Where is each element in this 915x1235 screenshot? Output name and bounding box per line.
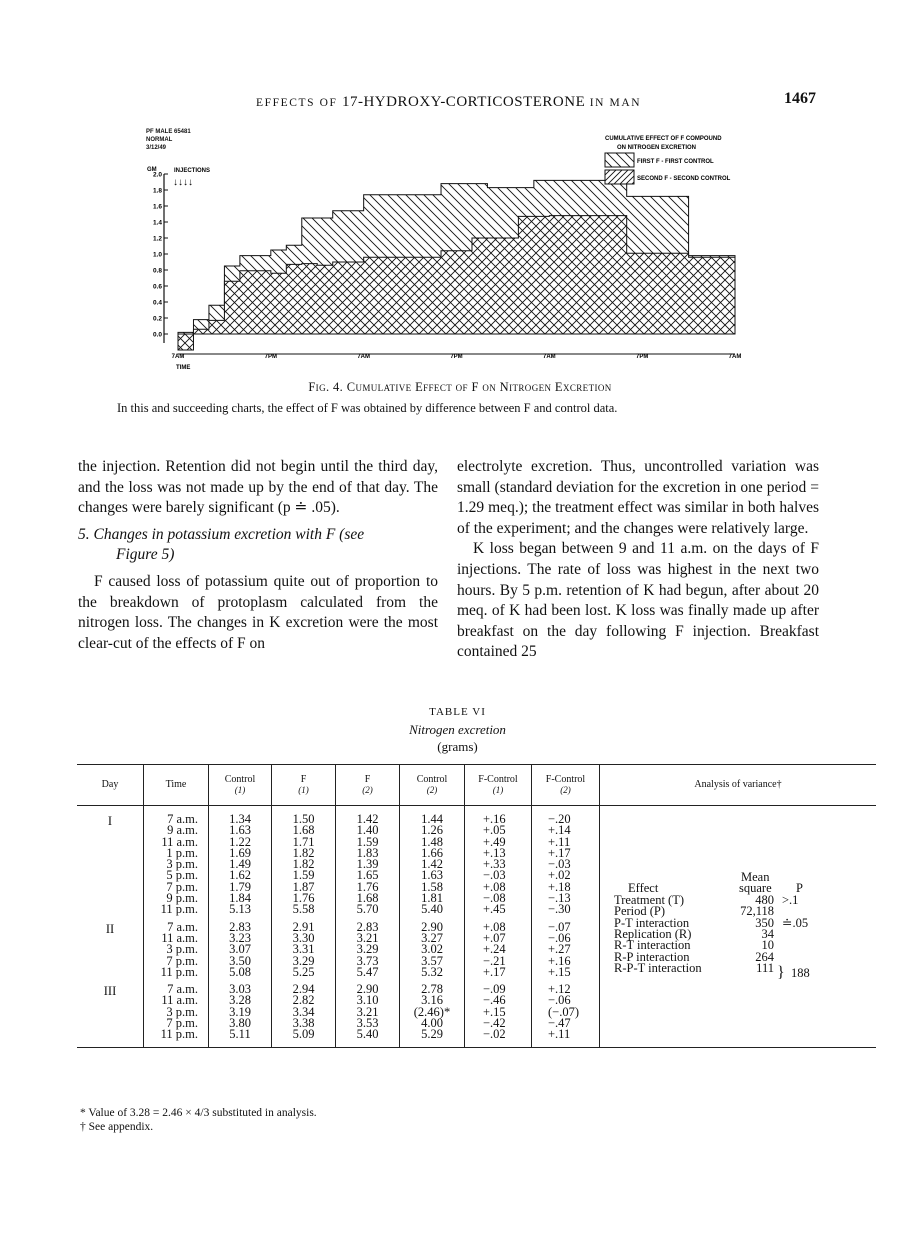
table-value: 5.29: [421, 1027, 443, 1042]
anova-mean-square: 34: [761, 926, 774, 941]
table-value: −.06: [548, 993, 571, 1008]
legend: [605, 136, 731, 184]
table-value: −.09: [483, 982, 506, 997]
header-f-control-1: F-Control (1): [465, 765, 532, 806]
cell-f2: [336, 916, 400, 978]
cell-control1: [209, 916, 272, 978]
anova-effect: Replication (R): [614, 926, 692, 941]
footnote-star: * Value of 3.28 = 2.46 × 4/3 substituted in analysis.: [80, 1107, 317, 1119]
cell-fc2: [532, 806, 600, 916]
left-column: [78, 457, 438, 654]
table-value: 1.42: [356, 812, 379, 826]
anova-effect: P-T interaction: [614, 915, 690, 930]
table-value: 1.84: [229, 891, 251, 906]
table-value: 5.11: [229, 1027, 251, 1042]
figure-caption: Fig. 4. Cumulative Effect of F on Nitrogen Excretion: [308, 380, 612, 394]
table-value: 3.23: [229, 930, 251, 945]
figure-note: In this and succeeding charts, the effect of F was obtained by difference between F and control data.: [117, 401, 618, 415]
table-value: +.02: [548, 868, 571, 883]
table-value: 1.50: [292, 812, 315, 826]
table-value: −.07: [548, 919, 571, 934]
y-tick-label: 0.4: [152, 299, 162, 307]
anova-mean-square: 264: [755, 949, 774, 964]
table-label: TABLE VI: [429, 706, 486, 718]
cell-fc1: [465, 978, 532, 1047]
y-tick-label: 1.8: [152, 187, 162, 195]
anova-mean-label: Mean: [741, 870, 770, 884]
header-time: Time: [144, 765, 209, 806]
anova-mean-square: 10: [761, 938, 774, 953]
table-value: 3.21: [356, 1004, 379, 1019]
table-value: 1.26: [421, 823, 443, 838]
table-value: −.02: [483, 1027, 506, 1042]
table-value: 3.02: [421, 942, 443, 957]
table-value: 1.42: [421, 857, 443, 872]
x-tick-label: 7AM: [728, 354, 742, 360]
table-value: 3.28: [229, 993, 251, 1008]
x-tick-label: 7AM: [357, 354, 371, 360]
anova-mean-square: 480: [755, 892, 774, 907]
table-value: 3.07: [229, 942, 251, 957]
y-tick-label: 0.8: [152, 267, 162, 275]
table-value: 5.70: [356, 902, 379, 917]
table-value: 3 p.m.: [166, 1004, 198, 1019]
table-value: 3.29: [292, 953, 315, 968]
table-value: 1.65: [356, 868, 379, 883]
table-value: +.05: [483, 823, 506, 838]
table-value: −.42: [483, 1016, 506, 1031]
legend-title-2: ON NITROGEN EXCRETION: [617, 145, 697, 151]
injection-arrows: ↓↓↓↓: [173, 177, 193, 188]
table-value: 11 p.m.: [160, 964, 198, 979]
anova-effect: Treatment (T): [614, 892, 685, 907]
table-value: 5.32: [421, 964, 443, 979]
table-value: 1.79: [229, 879, 251, 894]
running-title: EFFECTS OF 17-HYDROXY-CORTICOSTERONE IN MAN: [256, 94, 642, 110]
anova-effect: R-P interaction: [614, 949, 690, 964]
cell-fc1: [465, 916, 532, 978]
patient-id: PF MALE 65481: [146, 129, 191, 135]
y-tick-label: 2.0: [152, 171, 162, 179]
x-tick-label: 7AM: [542, 354, 556, 360]
table-value: +.11: [548, 1027, 571, 1042]
table-value: +.16: [548, 953, 571, 968]
header-f-control-2: F-Control (2): [532, 765, 600, 806]
table-value: 7 a.m.: [167, 982, 198, 997]
table-value: 3.16: [421, 993, 443, 1008]
table-value: +.08: [483, 879, 506, 894]
table-value: 2.94: [292, 982, 315, 997]
y-axis-label: GM: [147, 167, 157, 173]
cell-time: [144, 916, 209, 978]
footnote-dagger: † See appendix.: [80, 1121, 154, 1133]
right-column: [457, 457, 819, 663]
table-header-row: [77, 765, 876, 806]
header-control-2: Control (2): [400, 765, 465, 806]
anova-col-square: square: [739, 881, 772, 896]
legend-label-first: FIRST F - FIRST CONTROL: [637, 159, 714, 165]
cell-f1: [272, 806, 336, 916]
table-value: 11 a.m.: [161, 930, 198, 945]
right-paragraph-2: K loss began between 9 and 11 a.m. on the days of F injections. The rate of loss was highest in the next two hours. By 5 p.m. retention of K had begun, after about 20 meq. of K had been lost. K loss was finally made up after breakfast on the day following F injection. Breakfast contained 25: [457, 540, 819, 661]
table-value: +.33: [483, 857, 506, 872]
table-value: 5.40: [421, 902, 443, 917]
cell-f2: [336, 806, 400, 916]
table-value: 3.29: [356, 942, 379, 957]
table-value: +.12: [548, 982, 571, 997]
table-value: 5.25: [292, 964, 315, 979]
y-tick-label: 1.2: [152, 235, 162, 243]
table-value: 5.58: [292, 902, 315, 917]
table-value: 3.30: [292, 930, 315, 945]
patient-status: NORMAL: [146, 137, 173, 143]
cell-fc1: [465, 806, 532, 916]
table-value: 7 p.m.: [166, 879, 198, 894]
table-value: 1.69: [229, 845, 251, 860]
table-value: 9 p.m.: [166, 891, 198, 906]
cell-time: [144, 978, 209, 1047]
table-value: −.46: [483, 993, 506, 1008]
table-value: 7 a.m.: [167, 812, 198, 826]
y-tick-label: 1.6: [152, 203, 162, 211]
table-value: +.17: [548, 845, 571, 860]
table-value: +.15: [548, 964, 571, 979]
figure-4-chart: [140, 118, 780, 376]
table-value: 2.83: [229, 919, 251, 934]
table-value: 3.38: [292, 1016, 315, 1031]
table-value: 1.49: [229, 857, 251, 872]
nitrogen-table: [77, 764, 876, 1048]
anova-effect: Period (P): [614, 904, 666, 919]
table-value: 9 a.m.: [167, 823, 198, 838]
table-value: +.14: [548, 823, 571, 838]
table-value: −.13: [548, 891, 571, 906]
table-value: 3.73: [356, 953, 379, 968]
table-value: 1.82: [292, 845, 315, 860]
cell-f1: [272, 978, 336, 1047]
table-value: (2.46)*: [413, 1004, 451, 1019]
table-value: 1.66: [421, 845, 443, 860]
table-value: 3.34: [292, 1004, 315, 1019]
table-value: 2.82: [292, 993, 315, 1008]
table-value: 1.68: [292, 823, 315, 838]
anova-p: ≐.05: [782, 915, 809, 930]
table-value: 3.03: [229, 982, 251, 997]
anova-pooled: 188: [791, 966, 810, 980]
table-value: 1.68: [356, 891, 379, 906]
table-value: −.30: [548, 902, 571, 917]
table-value: +.24: [483, 942, 506, 957]
table-value: 1.76: [292, 891, 315, 906]
table-day-group: [77, 806, 876, 916]
table-value: (−.07): [548, 1004, 579, 1019]
table-value: 7 p.m.: [166, 953, 198, 968]
table-value: 1.40: [356, 823, 379, 838]
cell-control1: [209, 978, 272, 1047]
header-f-1: F (1): [272, 765, 336, 806]
table-value: 1.63: [229, 823, 251, 838]
table-value: 3.10: [356, 993, 379, 1008]
table-value: +.07: [483, 930, 506, 945]
table-value: 11 p.m.: [160, 1027, 198, 1042]
left-paragraph-1: the injection. Retention did not begin until the third day, and the loss was not made up by the end of that day. The changes were barely significant (p ≐ .05).: [78, 458, 438, 517]
table-value: +.17: [483, 964, 506, 979]
table-value: 1.71: [292, 834, 315, 849]
anova-effect: R-T interaction: [614, 938, 691, 953]
table-value: 3.57: [421, 953, 443, 968]
left-paragraph-2: F caused loss of potassium quite out of proportion to the breakdown of protoplasm calculated from the nitrogen loss. The changes in K excretion were the most clear-cut of the effects of F on: [78, 572, 438, 652]
table-value: 2.90: [356, 982, 379, 997]
table-value: 1.58: [421, 879, 443, 894]
table-value: 1.63: [421, 868, 443, 883]
table-value: 7 p.m.: [166, 1016, 198, 1031]
day-cell: I: [107, 814, 113, 828]
table-value: 3.80: [229, 1016, 251, 1031]
table-value: 11 p.m.: [160, 902, 198, 917]
table-value: 5 p.m.: [166, 868, 198, 883]
table-value: 1.82: [292, 857, 315, 872]
table-value: 1.34: [229, 812, 251, 826]
section-heading: 5. Changes in potassium excretion with F (see Figure 5): [78, 525, 365, 564]
table-value: 1.39: [356, 857, 379, 872]
table-value: −.08: [483, 891, 506, 906]
table-value: −.03: [548, 857, 571, 872]
table-value: 3.31: [292, 942, 315, 957]
x-tick-label: 7PM: [450, 354, 463, 360]
anova-col-p: P: [796, 881, 803, 896]
table-value: 1.76: [356, 879, 379, 894]
table-value: 11 a.m.: [161, 993, 198, 1008]
y-tick-label: 0.6: [152, 283, 162, 291]
table-value: −.03: [483, 868, 506, 883]
table-value: 1.81: [421, 891, 443, 906]
table-value: 1.59: [356, 834, 379, 849]
table-value: 4.00: [421, 1016, 443, 1031]
table-value: 3.19: [229, 1004, 251, 1019]
table-value: −.06: [548, 930, 571, 945]
x-tick-label: 7PM: [635, 354, 649, 360]
table-value: −.47: [548, 1016, 571, 1031]
table-value: +.18: [548, 879, 571, 894]
table-value: 1.87: [292, 879, 315, 894]
table-value: 5.40: [356, 1027, 379, 1042]
anova-mean-square: 350: [755, 915, 774, 930]
table-value: +.49: [483, 834, 506, 849]
x-tick-label: 7AM: [171, 354, 185, 360]
table-value: 7 a.m.: [167, 919, 198, 934]
table-value: −.20: [548, 812, 571, 826]
day-cell: II: [105, 921, 115, 936]
table-value: 1.48: [421, 834, 443, 849]
table-value: 1 p.m.: [166, 845, 198, 860]
y-tick-label: 0.2: [152, 315, 162, 323]
right-paragraph-1: electrolyte excretion. Thus, uncontrolled variation was small (standard deviation for the excretion in one period = 1.29 meq.); the treatment effect was similar in both halves of the experiment; and the changes were relatively large.: [457, 458, 819, 537]
anova-p: >.1: [782, 892, 799, 907]
legend-swatch-second: [605, 170, 634, 184]
cell-f1: [272, 916, 336, 978]
legend-label-second: SECOND F - SECOND CONTROL: [637, 176, 731, 182]
anova-col-effect: Effect: [628, 881, 659, 896]
anova-mean-square: 111: [756, 961, 774, 976]
header-anova: Analysis of variance†: [600, 765, 877, 806]
table-value: 1.44: [421, 812, 443, 826]
running-header: [0, 92, 915, 114]
legend-title-1: CUMULATIVE EFFECT OF F COMPOUND: [605, 136, 722, 142]
cell-control2: [400, 806, 465, 916]
table-value: +.27: [548, 942, 571, 957]
table-value: 3.50: [229, 953, 251, 968]
anova-row: [614, 963, 804, 974]
table-value: 3 p.m.: [166, 942, 198, 957]
anova-mean-square: 72,118: [740, 904, 774, 919]
cell-fc2: [532, 916, 600, 978]
table-value: −.21: [483, 953, 506, 968]
table-value: 2.83: [356, 919, 379, 934]
table-value: 3.21: [356, 930, 379, 945]
table-value: 1.59: [292, 868, 315, 883]
table-value: +.13: [483, 845, 506, 860]
table-value: 2.78: [421, 982, 443, 997]
cell-fc2: [532, 978, 600, 1047]
table-value: +.16: [483, 812, 506, 826]
cell-f2: [336, 978, 400, 1047]
y-tick-label: 1.4: [152, 219, 162, 227]
table-value: 3 p.m.: [166, 857, 198, 872]
table-value: 2.90: [421, 919, 443, 934]
header-day: Day: [77, 765, 144, 806]
page-number: 1467: [784, 90, 816, 107]
injections-label: INJECTIONS: [174, 168, 211, 174]
table-value: 5.09: [292, 1027, 315, 1042]
table-value: 1.62: [229, 868, 251, 883]
table-value: 1.22: [229, 834, 251, 849]
table-value: +.45: [483, 902, 506, 917]
cell-time: [144, 806, 209, 916]
x-tick-label: 7PM: [264, 354, 278, 360]
y-tick-label: 0.0: [152, 331, 162, 339]
patient-date: 3/12/49: [146, 145, 167, 151]
cell-control2: [400, 978, 465, 1047]
table-value: 3.53: [356, 1016, 379, 1031]
x-axis-label: TIME: [176, 365, 191, 371]
table-value: +.08: [483, 919, 506, 934]
table-value: 5.13: [229, 902, 251, 917]
legend-swatch-first: [605, 153, 634, 167]
table-value: 3.27: [421, 930, 443, 945]
anova-cell: [600, 806, 877, 1048]
cell-control1: [209, 806, 272, 916]
table-value: 11 a.m.: [161, 834, 198, 849]
header-f-2: F (2): [336, 765, 400, 806]
anova-effect: R-P-T interaction: [614, 961, 702, 976]
table-value: 5.08: [229, 964, 251, 979]
table-value: 5.47: [356, 964, 379, 979]
day-cell: III: [77, 978, 144, 1047]
table-unit: (grams): [437, 739, 478, 754]
cell-control2: [400, 916, 465, 978]
table-title: Nitrogen excretion: [409, 722, 506, 737]
table-value: 1.83: [356, 845, 379, 860]
header-control-1: Control (1): [209, 765, 272, 806]
y-tick-label: 1.0: [152, 251, 162, 259]
table-value: 2.91: [292, 919, 315, 934]
table-value: +.11: [548, 834, 571, 849]
anova-brace: }: [777, 964, 785, 981]
table-value: +.15: [483, 1004, 506, 1019]
